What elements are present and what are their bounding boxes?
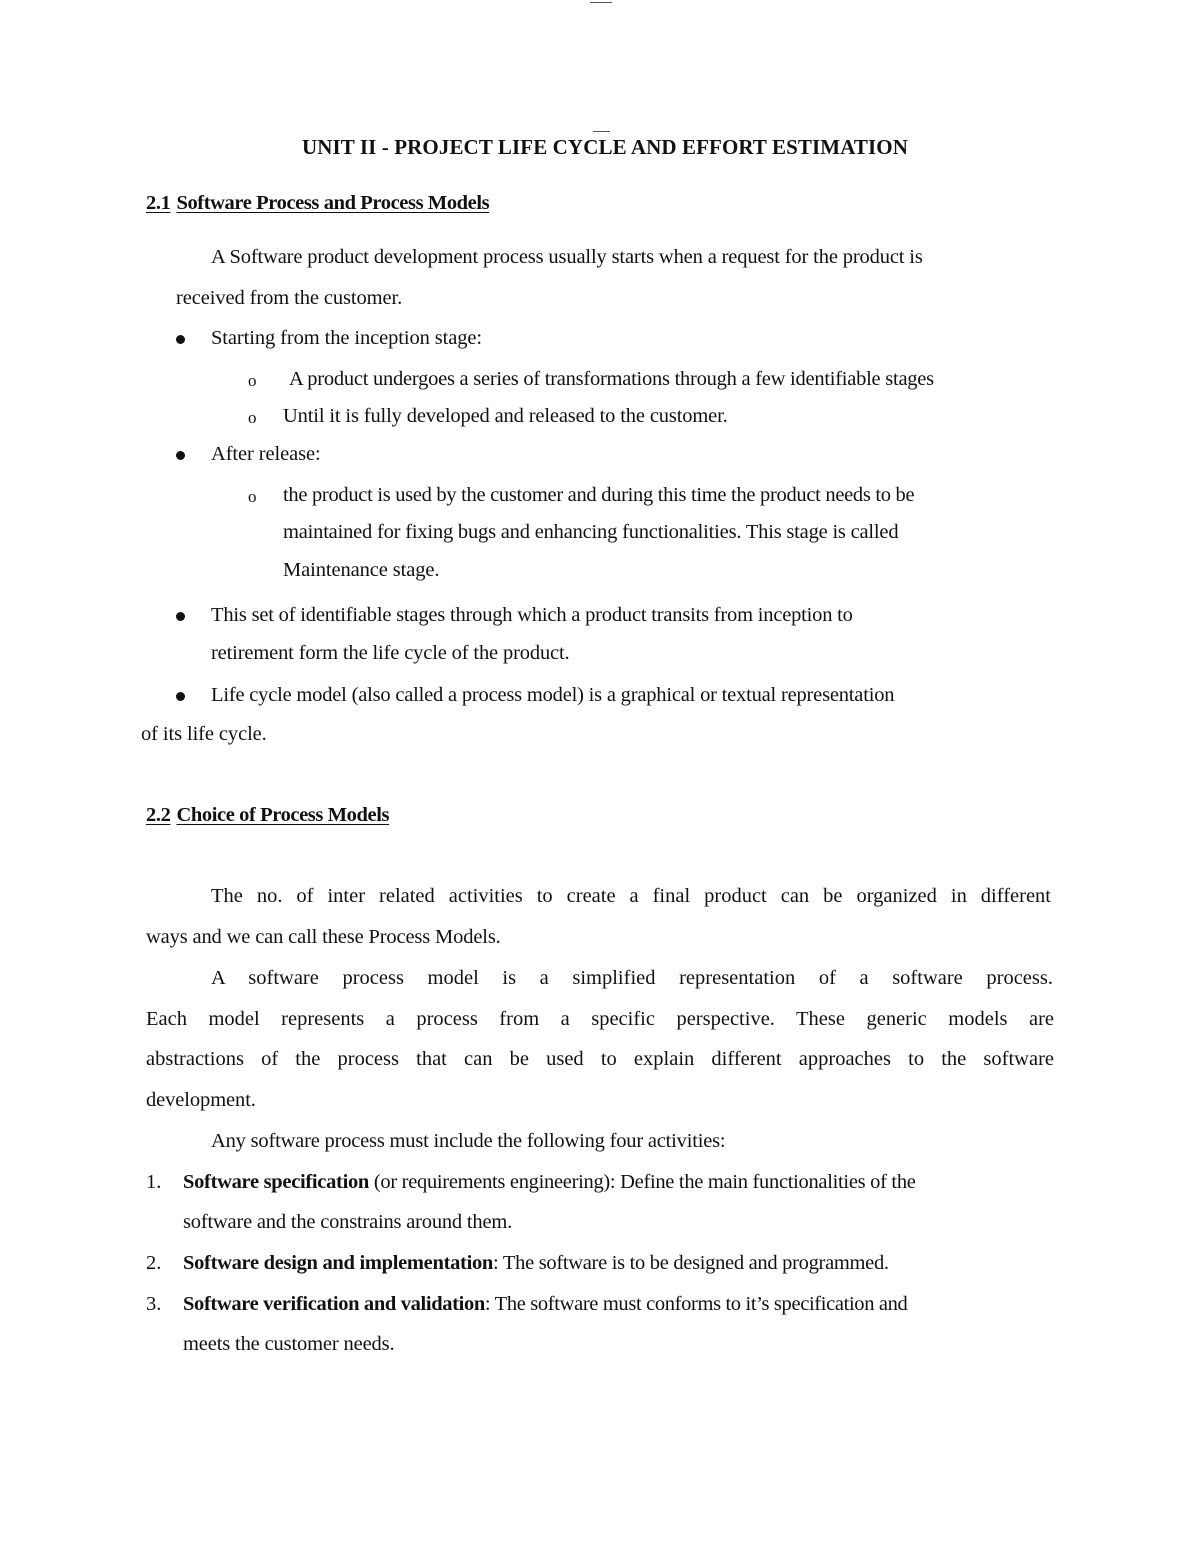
- activity-2-line-1: [183, 1253, 889, 1274]
- para2-line-3: abstractions of the process that can be used to explain different approaches to the software: [146, 1048, 1054, 1070]
- bullet-icon: [176, 692, 185, 701]
- scan-mark-top: [590, 2, 612, 3]
- bullet-icon: [176, 612, 185, 621]
- section-number: 2.2: [146, 804, 171, 826]
- bullet-4-line-1: Life cycle model (also called a process model) is a graphical or textual representation: [211, 684, 895, 706]
- page-title: UNIT II - PROJECT LIFE CYCLE AND EFFORT ESTIMATION: [302, 135, 908, 159]
- activity-3-term: Software verification and validation: [183, 1293, 485, 1315]
- para1-line-2: ways and we can call these Process Models.: [146, 926, 501, 948]
- intro-line-1: A Software product development process usually starts when a request for the product is: [211, 246, 923, 268]
- bullet-2-label: After release:: [211, 443, 321, 465]
- activity-2-description: : The software is to be designed and programmed.: [493, 1252, 889, 1274]
- bullet-icon: [176, 451, 185, 460]
- activity-1-marker: 1.: [146, 1171, 162, 1193]
- para1-line-1: The no. of inter related activities to create a final product can be organized in different: [211, 885, 1051, 907]
- section-title: Software Process and Process Models: [176, 192, 490, 214]
- bullet-icon: [176, 335, 185, 344]
- activity-2-marker: 2.: [146, 1252, 162, 1274]
- bullet-1-subitem-1: A product undergoes a series of transformations through a few identifiable stages: [289, 368, 934, 390]
- bullet-3-line-1: This set of identifiable stages through which a product transits from inception to: [211, 604, 853, 626]
- bullet-3-line-2: retirement form the life cycle of the product.: [211, 642, 570, 664]
- intro-line-2: received from the customer.: [176, 287, 403, 309]
- section-number: 2.1: [146, 192, 171, 214]
- activity-1-term: Software specification: [183, 1171, 370, 1193]
- para2-line-4: development.: [146, 1089, 256, 1111]
- circle-bullet-icon: o: [248, 487, 257, 506]
- para3: Any software process must include the following four activities:: [211, 1130, 726, 1152]
- activity-1-line-1: [183, 1172, 916, 1193]
- section-heading-2-1: [146, 193, 489, 214]
- circle-bullet-icon: o: [248, 408, 257, 427]
- activity-1-description: (or requirements engineering): Define the main functionalities of the: [369, 1171, 916, 1193]
- activity-3-line-2: meets the customer needs.: [183, 1333, 395, 1355]
- activity-1-line-2: software and the constrains around them.: [183, 1211, 513, 1233]
- section-heading-2-2: [146, 805, 389, 826]
- bullet-4-line-2: of its life cycle.: [141, 723, 267, 745]
- bullet-1-label: Starting from the inception stage:: [211, 327, 483, 349]
- bullet-1-subitem-2: Until it is fully developed and released to the customer.: [283, 405, 728, 427]
- para2-line-2: Each model represents a process from a specific perspective. These generic models are: [146, 1008, 1054, 1030]
- para2-line-1: A software process model is a simplified representation of a software process.: [211, 967, 1053, 989]
- activity-3-marker: 3.: [146, 1293, 162, 1315]
- activity-3-line-1: [183, 1294, 907, 1315]
- bullet-2-subitem-line-2: maintained for fixing bugs and enhancing functionalities. This stage is called: [283, 521, 899, 543]
- bullet-2-subitem-line-1: the product is used by the customer and during this time the product needs to be: [283, 484, 915, 506]
- section-title: Choice of Process Models: [176, 804, 390, 826]
- bullet-2-subitem-line-3: Maintenance stage.: [283, 559, 440, 581]
- activity-3-description: : The software must conforms to it’s specification and: [484, 1293, 908, 1315]
- activity-2-term: Software design and implementation: [183, 1252, 494, 1274]
- circle-bullet-icon: o: [248, 371, 257, 390]
- scan-mark-title: [593, 131, 610, 132]
